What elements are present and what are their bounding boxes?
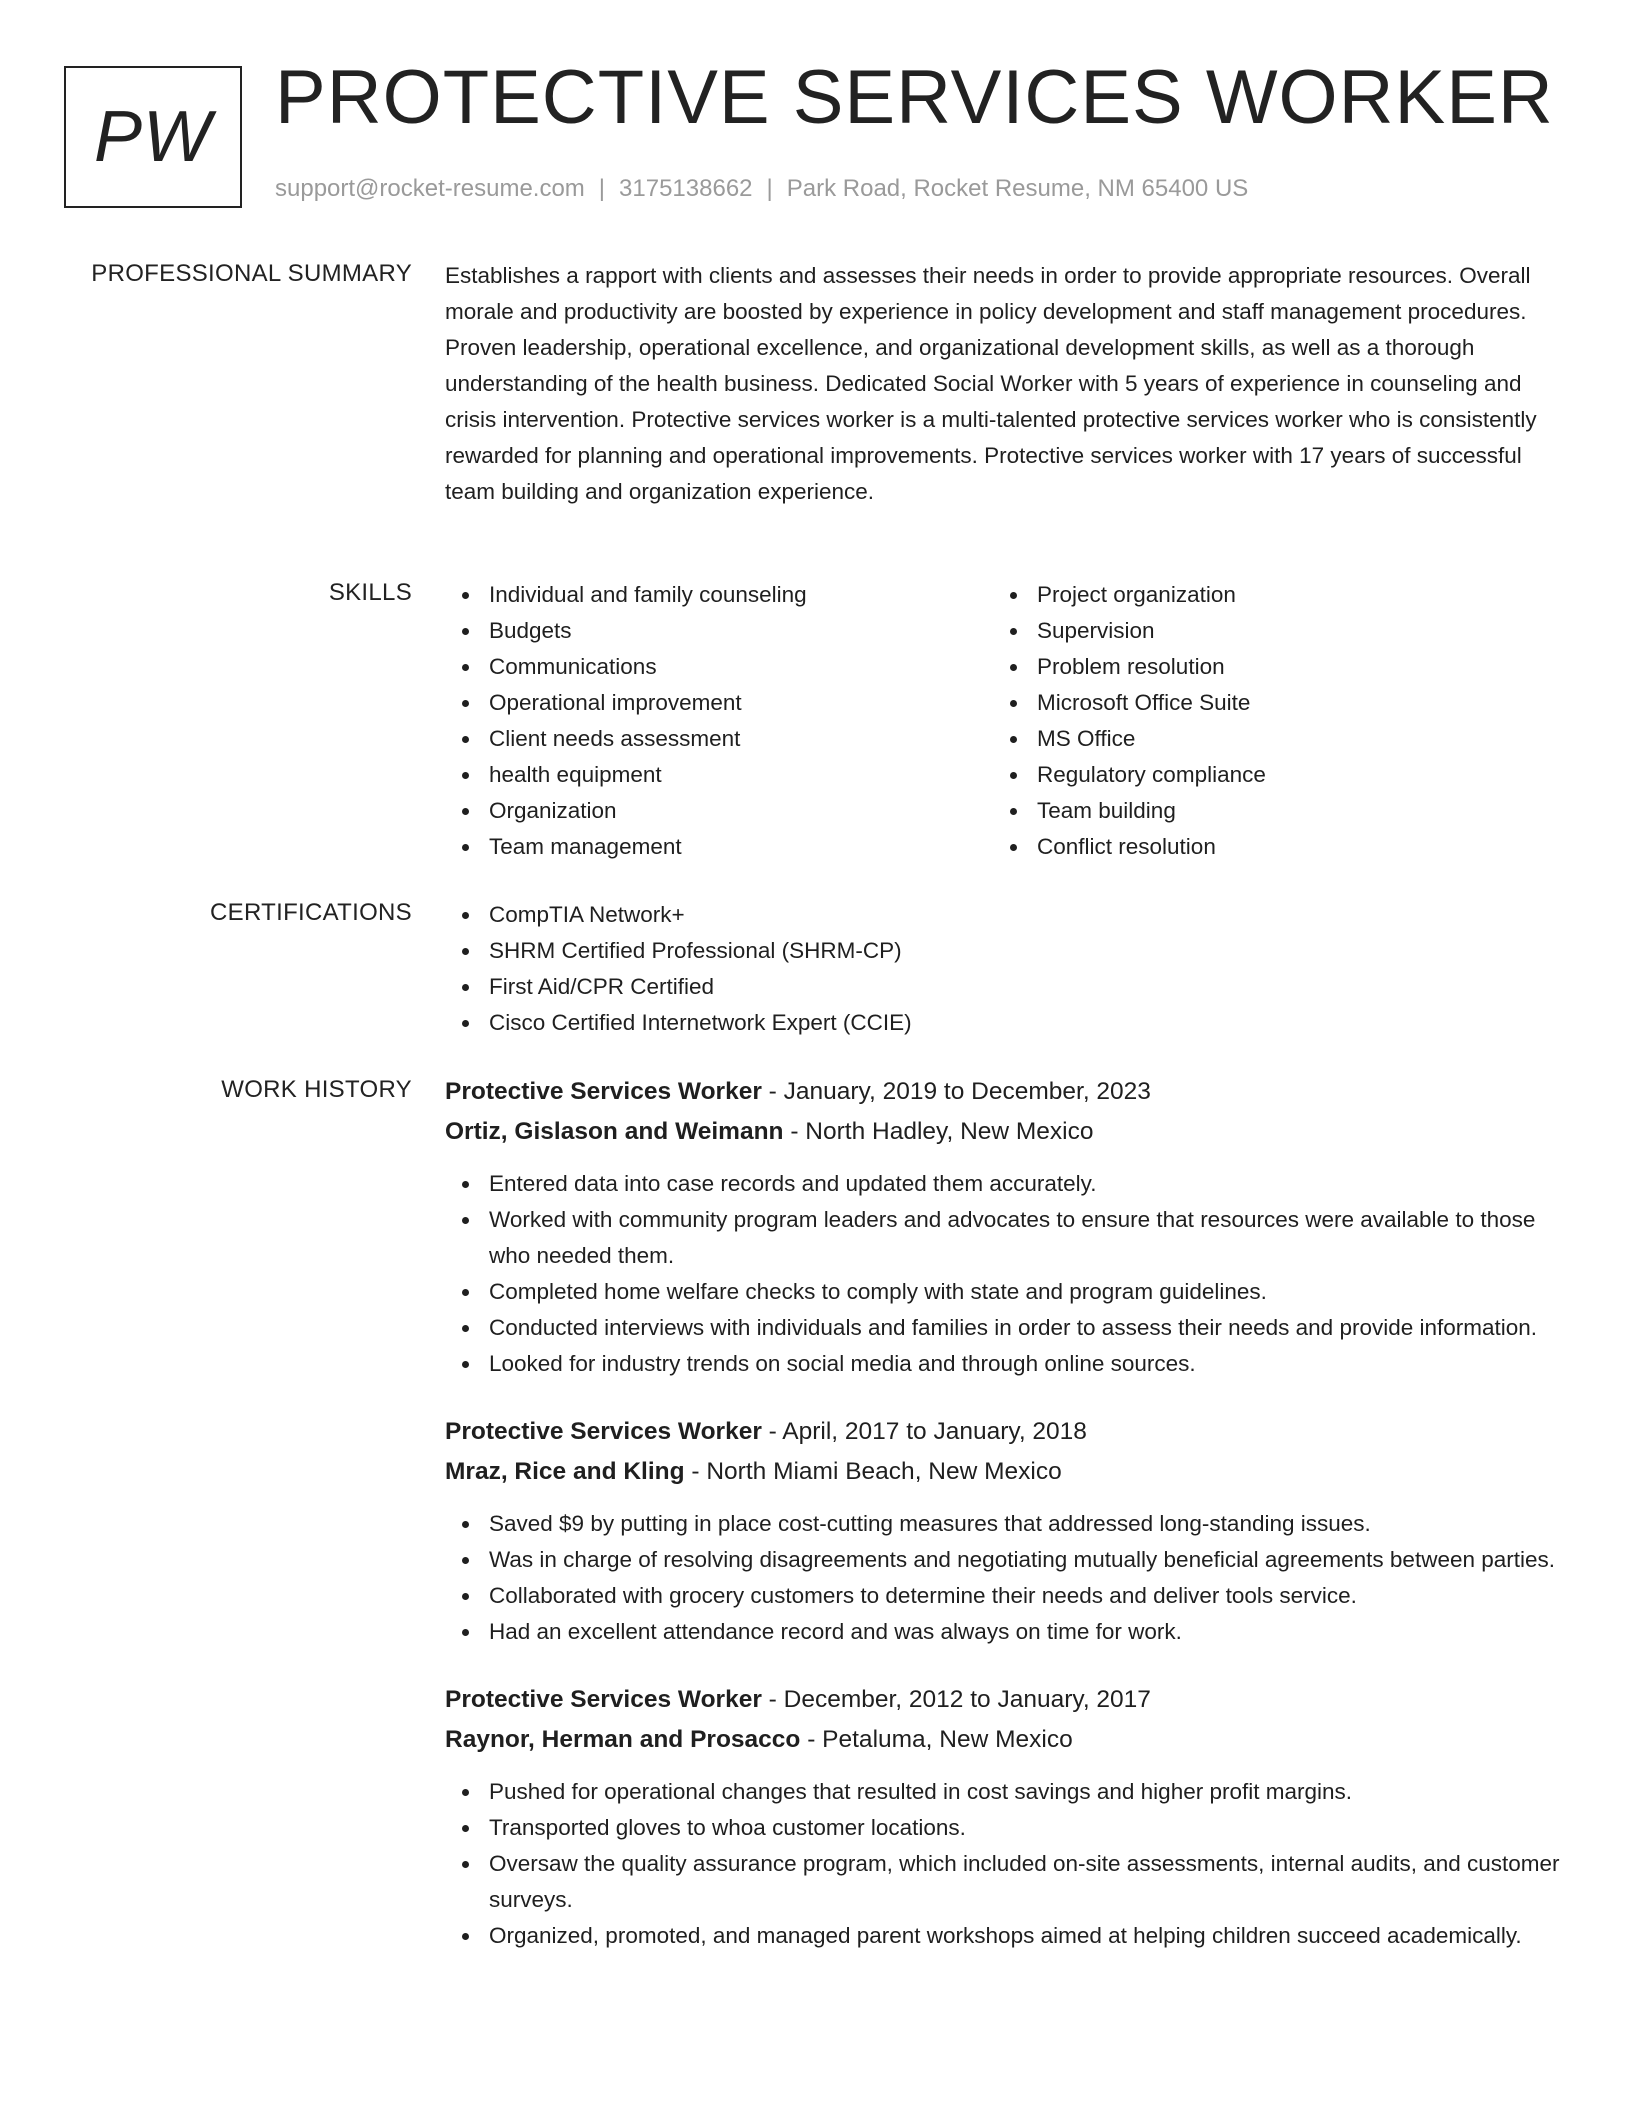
skills-body bbox=[445, 577, 1565, 865]
skill-item: Communications bbox=[445, 649, 993, 685]
job-duty-item: Organized, promoted, and managed parent workshops aimed at helping children succeed academically. bbox=[445, 1918, 1565, 1954]
skill-item: Individual and family counseling bbox=[445, 577, 993, 613]
contact-separator: | bbox=[598, 175, 606, 202]
contact-separator: | bbox=[766, 175, 773, 202]
job-title: Protective Services Worker bbox=[445, 1686, 762, 1713]
contact-email[interactable]: support@rocket-resume.com bbox=[275, 175, 585, 202]
job-duty-item: Conducted interviews with individuals and families in order to assess their needs and provide information. bbox=[445, 1310, 1565, 1346]
job-company: Ortiz, Gislason and Weimann bbox=[445, 1118, 784, 1145]
job-company-line bbox=[445, 1720, 1565, 1760]
skill-item: Microsoft Office Suite bbox=[993, 685, 1541, 721]
job-duty-item: Saved $9 by putting in place cost-cutting measures that addressed long-standing issues. bbox=[445, 1506, 1565, 1542]
contact-phone[interactable]: 3175138662 bbox=[619, 175, 753, 202]
skill-item: Client needs assessment bbox=[445, 721, 993, 757]
job-duty-item: Looked for industry trends on social media and through online sources. bbox=[445, 1346, 1565, 1382]
job-entry bbox=[445, 1072, 1565, 1382]
certification-item: SHRM Certified Professional (SHRM-CP) bbox=[445, 933, 1565, 969]
job-duty-item: Collaborated with grocery customers to determine their needs and deliver tools service. bbox=[445, 1578, 1565, 1614]
skill-item: Regulatory compliance bbox=[993, 757, 1541, 793]
job-dates: - December, 2012 to January, 2017 bbox=[761, 1686, 1151, 1713]
job-duty-item: Worked with community program leaders and advocates to ensure that resources were available to those who needed them. bbox=[445, 1202, 1565, 1274]
job-company-line bbox=[445, 1112, 1565, 1152]
summary-text: Establishes a rapport with clients and assesses their needs in order to provide appropriate resources. Overall morale and productivity are boosted by experience in policy development and staff management procedures. Proven leadership, operational excellence, and organizational development skills, as well as a thorough understanding of the health business. Dedicated Social Worker with 5 years of experience in counseling and crisis intervention. Protective services worker is a multi-talented protective services worker who is consistently rewarded for planning and operational improvements. Protective services worker with 17 years of successful team building and organization experience. bbox=[445, 263, 1537, 504]
job-dates: - April, 2017 to January, 2018 bbox=[761, 1418, 1087, 1445]
skill-item: Supervision bbox=[993, 613, 1541, 649]
certifications-list bbox=[445, 897, 1565, 1041]
contact-line bbox=[275, 175, 1248, 203]
work-history-body bbox=[445, 1072, 1565, 1984]
certification-item: CompTIA Network+ bbox=[445, 897, 1565, 933]
job-duty-item: Was in charge of resolving disagreements and negotiating mutually beneficial agreements between parties. bbox=[445, 1542, 1565, 1578]
certification-item: First Aid/CPR Certified bbox=[445, 969, 1565, 1005]
skills-list-left bbox=[445, 577, 993, 865]
page-title: PROTECTIVE SERVICES WORKER bbox=[275, 55, 1554, 140]
job-duty-item: Pushed for operational changes that resulted in cost savings and higher profit margins. bbox=[445, 1774, 1565, 1810]
job-dates: - January, 2019 to December, 2023 bbox=[761, 1078, 1151, 1105]
section-label-skills: SKILLS bbox=[328, 579, 412, 606]
job-company: Mraz, Rice and Kling bbox=[445, 1458, 685, 1485]
job-title: Protective Services Worker bbox=[445, 1418, 762, 1445]
job-duty-item: Completed home welfare checks to comply with state and program guidelines. bbox=[445, 1274, 1565, 1310]
job-duty-item: Had an excellent attendance record and was always on time for work. bbox=[445, 1614, 1565, 1650]
skill-item: Project organization bbox=[993, 577, 1541, 613]
job-location: - North Hadley, New Mexico bbox=[783, 1118, 1094, 1145]
summary-body bbox=[445, 258, 1565, 510]
section-label-summary: PROFESSIONAL SUMMARY bbox=[91, 260, 412, 287]
job-location: - Petaluma, New Mexico bbox=[800, 1726, 1073, 1753]
skill-item: Conflict resolution bbox=[993, 829, 1541, 865]
certification-item: Cisco Certified Internetwork Expert (CCIE) bbox=[445, 1005, 1565, 1041]
job-duty-item: Transported gloves to whoa customer locations. bbox=[445, 1810, 1565, 1846]
skill-item: Organization bbox=[445, 793, 993, 829]
job-duties-list bbox=[445, 1506, 1565, 1650]
skill-item: Team management bbox=[445, 829, 993, 865]
skill-item: Team building bbox=[993, 793, 1541, 829]
job-company: Raynor, Herman and Prosacco bbox=[445, 1726, 801, 1753]
job-company-line bbox=[445, 1452, 1565, 1492]
skill-item: Problem resolution bbox=[993, 649, 1541, 685]
section-label-work-history: WORK HISTORY bbox=[221, 1076, 412, 1103]
job-entry bbox=[445, 1680, 1565, 1954]
job-entry bbox=[445, 1412, 1565, 1650]
section-label-certifications: CERTIFICATIONS bbox=[210, 899, 412, 926]
contact-address: Park Road, Rocket Resume, NM 65400 US bbox=[786, 175, 1249, 202]
job-title: Protective Services Worker bbox=[445, 1078, 762, 1105]
job-duty-item: Entered data into case records and updated them accurately. bbox=[445, 1166, 1565, 1202]
job-duties-list bbox=[445, 1166, 1565, 1382]
job-duties-list bbox=[445, 1774, 1565, 1954]
skill-item: Operational improvement bbox=[445, 685, 993, 721]
job-title-line bbox=[445, 1072, 1565, 1112]
skills-list-right bbox=[993, 577, 1541, 865]
skill-item: MS Office bbox=[993, 721, 1541, 757]
monogram-logo: PW bbox=[64, 66, 242, 208]
skill-item: Budgets bbox=[445, 613, 993, 649]
job-title-line bbox=[445, 1412, 1565, 1452]
certifications-body bbox=[445, 897, 1565, 1041]
job-duty-item: Oversaw the quality assurance program, which included on-site assessments, internal audits, and customer surveys. bbox=[445, 1846, 1565, 1918]
job-title-line bbox=[445, 1680, 1565, 1720]
skill-item: health equipment bbox=[445, 757, 993, 793]
job-location: - North Miami Beach, New Mexico bbox=[684, 1458, 1062, 1485]
